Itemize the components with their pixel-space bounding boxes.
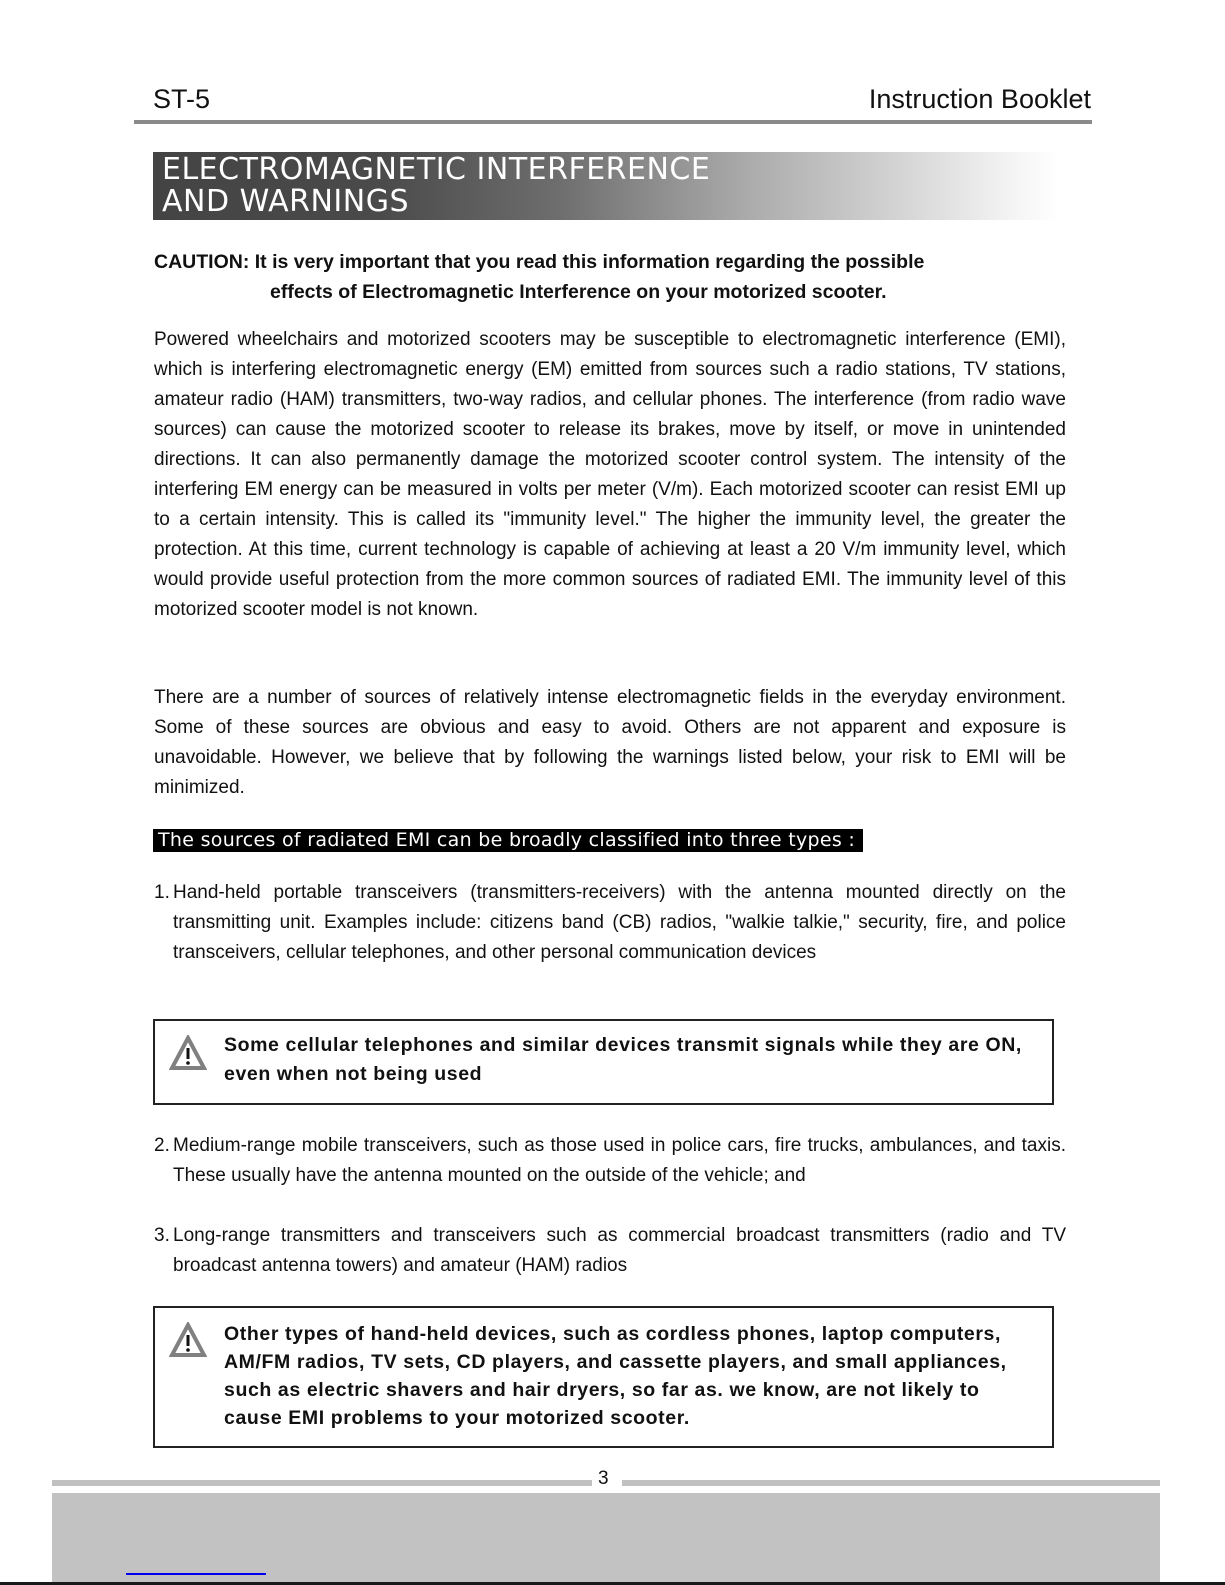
header-divider: [134, 120, 1092, 124]
list-item: [154, 878, 1066, 968]
warning-triangle-icon: [169, 1035, 207, 1071]
model-name: ST-5: [153, 84, 211, 114]
document-type: Instruction Booklet: [868, 84, 1091, 114]
warning-box: [153, 1306, 1054, 1448]
page-number: 3: [598, 1468, 609, 1489]
list-item-number: 1.: [154, 882, 170, 903]
caution-line-2: effects of Electromagnetic Interference on your motorized scooter.: [270, 281, 887, 303]
list-item-text: Hand-held portable transceivers (transmitters-receivers) with the antenna mounted directly on the transmitting unit. Examples include: citizens band (CB) radios, "walkie talkie," security, fire, and police transceivers, cellular telephones, and other personal communication devices: [173, 882, 1066, 963]
list-item-number: 3.: [154, 1225, 170, 1246]
caution-notice: [154, 247, 1074, 307]
footer-link-underline[interactable]: [126, 1573, 266, 1575]
warning-triangle-icon: [169, 1322, 207, 1358]
footer-band: [52, 1493, 1160, 1585]
paragraph-em-sources: There are a number of sources of relatively intense electromagnetic fields in the everyday environment. Some of these sources are obvious and easy to avoid. Others are not apparent and exposure is unavoidable. However, we believe that by following the warnings listed below, your risk to EMI will be minimized.: [154, 687, 1066, 798]
footer-divider-right: [622, 1480, 1160, 1486]
warning-text: Other types of hand-held devices, such as cordless phones, laptop computers, AM/FM radios, TV sets, CD players, and cassette players, and small appliances, such as electric shavers and hair dryers, so far as. we know, are not likely to cause EMI problems to your motorized scooter.: [224, 1323, 1007, 1429]
caution-line-1: CAUTION: It is very important that you read this information regarding the possible: [154, 251, 925, 273]
list-item: [154, 1221, 1066, 1281]
list-item-number: 2.: [154, 1135, 170, 1156]
paragraph-emi-intro: Powered wheelchairs and motorized scooters may be susceptible to electromagnetic interference (EMI), which is interfering electromagnetic energy (EM) emitted from sources such a radio stations, TV stations, amateur radio (HAM) transmitters, two-way radios, and cellular phones. The interference (from radio wave sources) can cause the motorized scooter to release its brakes, move by itself, or move in unintended directions. It can also permanently damage the motorized scooter control system. The intensity of the interfering EM energy can be measured in volts per meter (V/m). Each motorized scooter can resist EMI up to a certain intensity. This is called its "immunity level." The higher the immunity level, the greater the protection. At this time, current technology is capable of achieving at least a 20 V/m immunity level, which would provide useful protection from the more common sources of radiated EMI. The immunity level of this motorized scooter model is not known.: [154, 329, 1066, 620]
list-item-text: Medium-range mobile transceivers, such as those used in police cars, fire trucks, ambulances, and taxis. These usually have the antenna mounted on the outside of the vehicle; and: [173, 1135, 1066, 1186]
list-item: [154, 1131, 1066, 1191]
section-title-band: [153, 152, 1058, 220]
sources-banner: The sources of radiated EMI can be broadly classified into three types :: [153, 829, 863, 852]
section-title-line-2: AND WARNINGS: [162, 184, 410, 219]
footer-divider-left: [52, 1480, 592, 1486]
warning-text: Some cellular telephones and similar devices transmit signals while they are ON, even when not being used: [224, 1034, 1022, 1085]
section-title-line-1: ELECTROMAGNETIC INTERFERENCE: [162, 152, 711, 187]
warning-box: [153, 1019, 1054, 1105]
list-item-text: Long-range transmitters and transceivers such as commercial broadcast transmitters (radio and TV broadcast antenna towers) and amateur (HAM) radios: [173, 1225, 1066, 1276]
